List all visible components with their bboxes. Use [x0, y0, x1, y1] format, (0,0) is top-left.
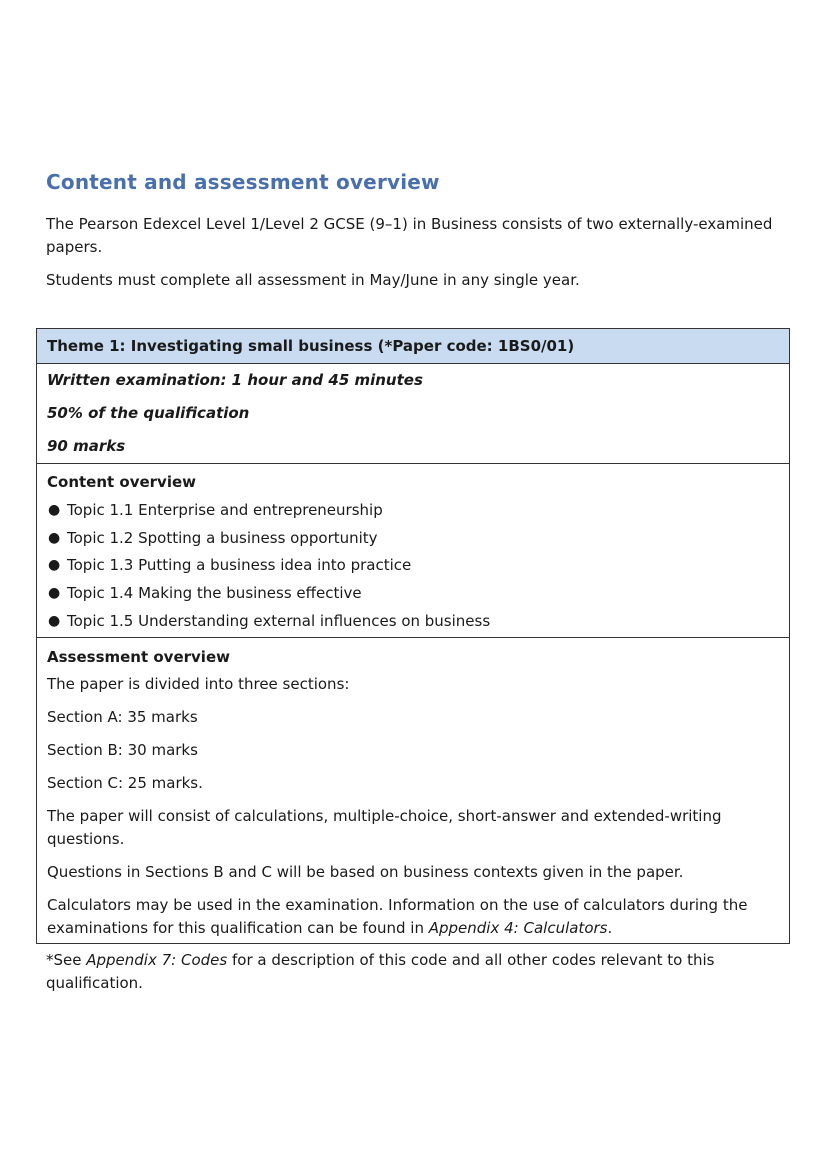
- intro-paragraph: The Pearson Edexcel Level 1/Level 2 GCSE (9–1) in Business consists of two externally-examined papers.: [46, 215, 773, 256]
- bullet-icon: ●: [48, 612, 61, 629]
- topic-label: Topic 1.2 Spotting a business opportunity: [67, 528, 378, 547]
- list-item: [47, 552, 779, 580]
- list-item: [47, 497, 779, 525]
- section-b-marks: Section B: 30 marks: [47, 741, 198, 760]
- list-item: [47, 608, 779, 636]
- calculator-info: [47, 894, 779, 940]
- assessment-overview-title: Assessment overview: [47, 648, 230, 667]
- topic-list: [47, 497, 779, 635]
- exam-duration: Written examination: 1 hour and 45 minutes: [47, 371, 423, 389]
- footnote: [46, 949, 786, 995]
- exam-weighting: 50% of the qualification: [47, 404, 250, 422]
- sections-intro: The paper is divided into three sections:: [47, 675, 350, 694]
- exam-details: [37, 364, 789, 464]
- content-overview: [37, 464, 789, 638]
- exam-marks: 90 marks: [47, 437, 126, 455]
- calculator-text: Calculators may be used in the examination. Information on the use of calculators during the examinations for this qualification can be found in: [47, 896, 748, 938]
- bullet-icon: ●: [48, 502, 61, 518]
- theme-1-table: [36, 328, 790, 944]
- calculator-text-end: .: [607, 919, 613, 938]
- topic-label: Topic 1.1 Enterprise and entrepreneurship: [67, 501, 383, 519]
- bullet-icon: ●: [48, 585, 61, 602]
- topic-label: Topic 1.5 Understanding external influences on business: [67, 611, 491, 630]
- bullet-icon: ●: [48, 557, 61, 574]
- assessment-timing-paragraph: Students must complete all assessment in May/June in any single year.: [46, 271, 580, 289]
- list-item: [47, 525, 779, 553]
- list-item: [47, 580, 779, 608]
- content-overview-title: Content overview: [47, 473, 197, 491]
- bullet-icon: ●: [48, 529, 61, 546]
- topic-label: Topic 1.3 Putting a business idea into practice: [67, 556, 412, 575]
- calculator-appendix-link: Appendix 4: Calculators: [428, 919, 608, 938]
- footnote-appendix-ref: Appendix 7: Codes: [86, 951, 228, 969]
- business-contexts: Questions in Sections B and C will be based on business contexts given in the paper.: [47, 863, 684, 882]
- section-a-marks: Section A: 35 marks: [47, 708, 198, 727]
- page-title: Content and assessment overview: [46, 170, 440, 194]
- footnote-text: *See: [46, 951, 87, 969]
- assessment-overview: [37, 638, 789, 943]
- question-types: The paper will consist of calculations, multiple-choice, short-answer and extended-writing questions.: [47, 807, 722, 849]
- footnote-text-end: for a description of this code and all other codes relevant to this qualification.: [46, 951, 715, 992]
- topic-label: Topic 1.4 Making the business effective: [67, 584, 362, 603]
- theme-title: Theme 1: Investigating small business (*Paper code: 1BS0/01): [37, 329, 789, 364]
- section-c-marks: Section C: 25 marks.: [47, 774, 203, 793]
